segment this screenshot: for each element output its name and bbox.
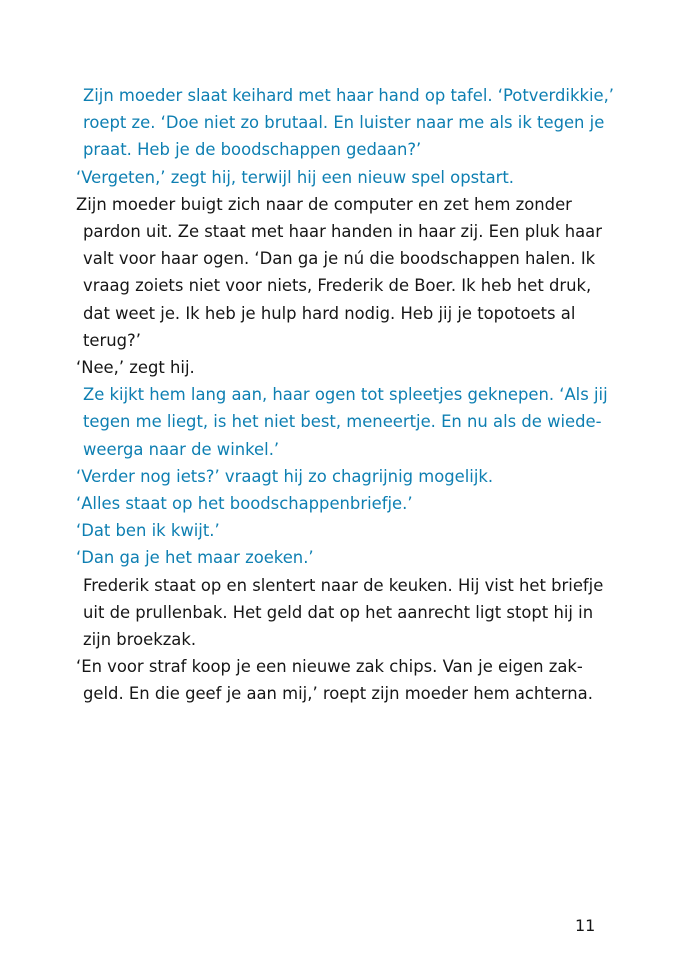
paragraph (76, 544, 606, 571)
text-line: ‘Nee,’ zegt hij. (76, 358, 195, 378)
page-number: 11 (575, 916, 596, 935)
paragraph (76, 572, 606, 654)
text-line: ‘Dan ga je het maar zoeken.’ (76, 548, 314, 568)
text-line: zijn broekzak. (83, 630, 197, 650)
text-line: Ze kijkt hem lang aan, haar ogen tot spleetjes geknepen. ‘Als jij (83, 385, 608, 405)
paragraph (76, 653, 606, 707)
text-line: tegen me liegt, is het niet best, meneertje. En nu als de wiede- (83, 412, 602, 432)
page-text (76, 82, 614, 708)
paragraph (76, 463, 606, 490)
text-line: ‘En voor straf koop je een nieuwe zak chips. Van je eigen zak- (76, 657, 583, 677)
text-line: pardon uit. Ze staat met haar handen in haar zij. Een pluk haar (83, 222, 602, 242)
paragraph (76, 354, 606, 381)
text-line: roept ze. ‘Doe niet zo brutaal. En luister naar me als ik tegen je (83, 113, 605, 133)
text-line: ‘Verder nog iets?’ vraagt hij zo chagrijnig mogelijk. (76, 466, 494, 486)
text-line: ‘Alles staat op het boodschappenbriefje.’ (76, 494, 413, 514)
text-line: vraag zoiets niet voor niets, Frederik de Boer. Ik heb het druk, (83, 276, 592, 296)
text-line: weerga naar de winkel.’ (83, 439, 280, 459)
text-line: Zijn moeder slaat keihard met haar hand op tafel. ‘Potverdikkie,’ (83, 86, 614, 105)
paragraph (76, 164, 606, 191)
text-line: Zijn moeder buigt zich naar de computer en zet hem zonder (76, 194, 572, 214)
text-line: praat. Heb je de boodschappen gedaan?’ (83, 140, 422, 160)
text-line: ‘Vergeten,’ zegt hij, terwijl hij een nieuw spel opstart. (76, 167, 514, 187)
paragraph (76, 381, 606, 463)
text-line: uit de prullenbak. Het geld dat op het aanrecht ligt stopt hij in (83, 602, 594, 622)
text-line: Frederik staat op en slentert naar de keuken. Hij vist het briefje (83, 575, 604, 595)
text-line: ‘Dat ben ik kwijt.’ (76, 521, 220, 541)
text-line: geld. En die geef je aan mij,’ roept zijn moeder hem achterna. (83, 684, 593, 704)
text-line: dat weet je. Ik heb je hulp hard nodig. Heb jij je topotoets al (83, 303, 576, 323)
paragraph (76, 517, 606, 544)
paragraph (76, 490, 606, 517)
paragraph (76, 82, 614, 164)
text-line: terug?’ (83, 330, 141, 350)
text-line: valt voor haar ogen. ‘Dan ga je nú die boodschappen halen. Ik (83, 249, 596, 269)
paragraph (76, 191, 606, 354)
